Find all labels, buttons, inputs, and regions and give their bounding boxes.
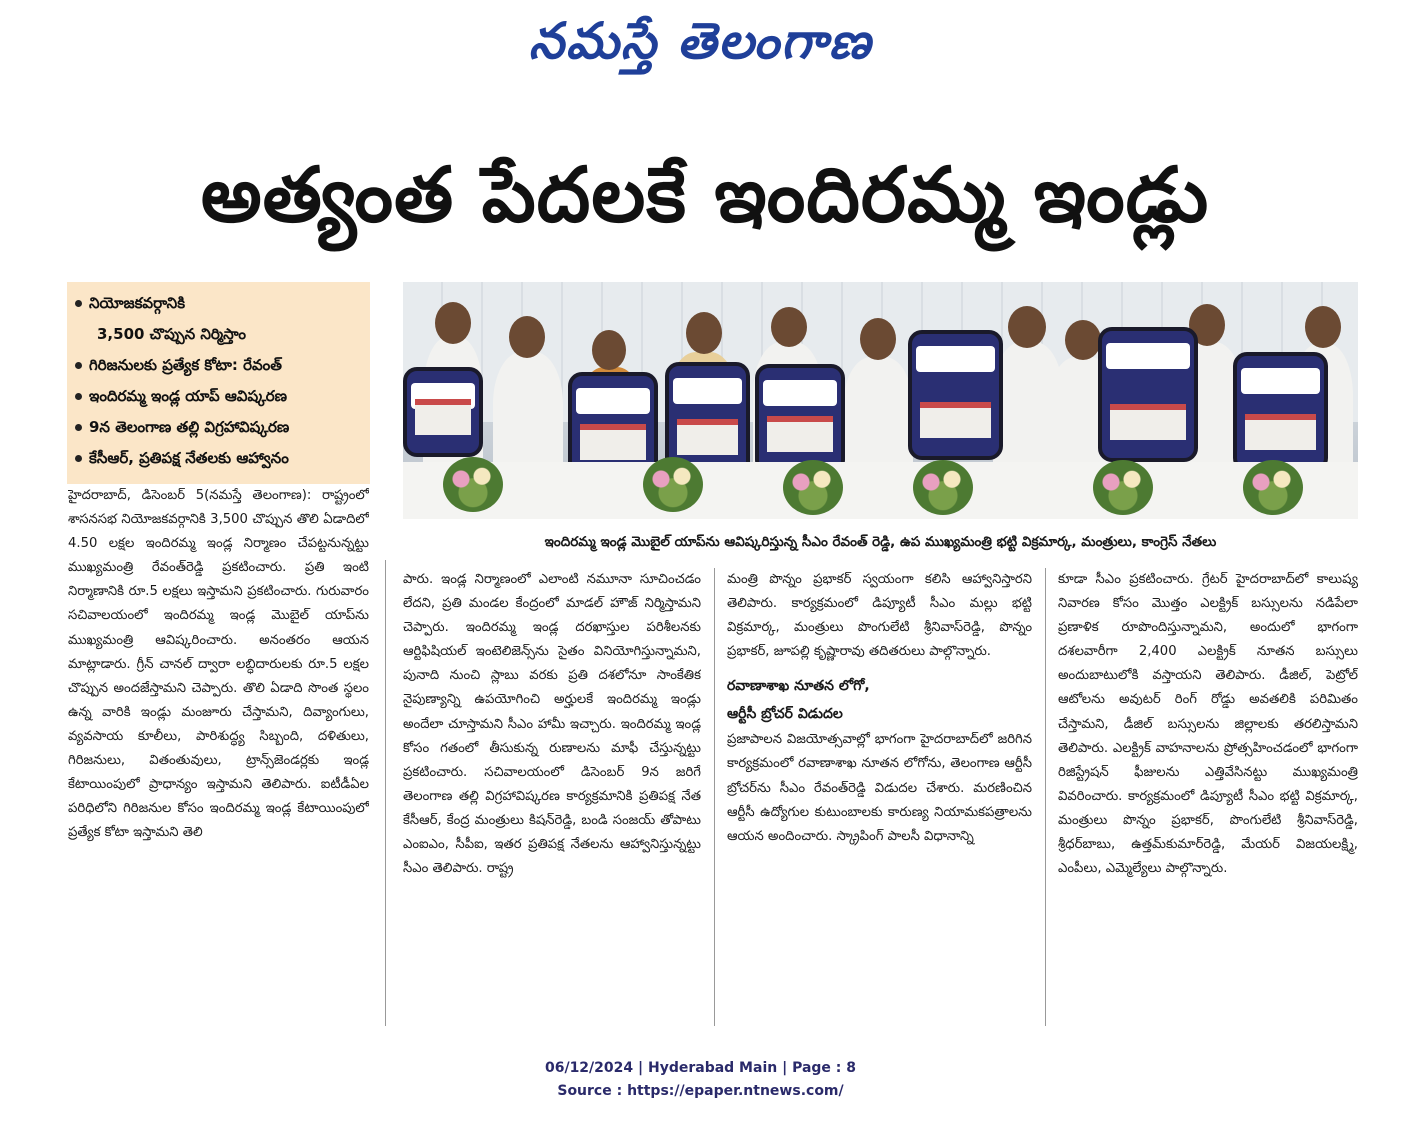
person-head <box>509 316 545 358</box>
app-phone-board <box>1233 352 1328 472</box>
edition-line: 06/12/2024 | Hyderabad Main | Page : 8 <box>544 1060 857 1076</box>
column-divider <box>385 560 386 1026</box>
app-phone-board <box>908 330 1003 460</box>
article-column-4 <box>1058 568 1358 1026</box>
headline: అత్యంత పేదలకే ఇందిరమ్మ ఇండ్లు <box>200 150 1210 239</box>
flower-bouquet <box>1243 460 1303 515</box>
app-phone-board <box>1098 327 1198 462</box>
highlight-item: నియోజకవర్గానికి <box>75 288 364 319</box>
flower-bouquet <box>643 457 703 512</box>
bullet-icon <box>75 424 82 431</box>
article-paragraph: పారు. ఇండ్ల నిర్మాణంలో ఎలాంటి నమూనా సూచించడం లేదని, ప్రతి మండల కేంద్రంలో మాడల్ హౌజ్ నిర్మిస్తామని చెప్పారు. ఇందిరమ్మ ఇండ్ల దరఖాస్తుల పరిశీలనకు ఆర్టిఫిషియల్ ఇంటెలిజెన్స్‌ను సైతం వినియోగిస్తున్నామని, పునాది నుంచి స్లాబు వరకు ప్రతి దశలోనూ సాంకేతిక నైపుణ్యాన్ని ఉపయోగించి అర్హులకే ఇందిరమ్మ ఇండ్లు అందేలా చూస్తామని సీఎం హామీ ఇచ్చారు. ఇందిరమ్మ ఇండ్ల కోసం గతంలో తీసుకున్న రుణాలను మాఫీ చేస్తున్నట్టు ప్రకటించారు. సచివాలయంలో డిసెంబర్ 9న జరిగే తెలంగాణ తల్లి విగ్రహావిష్కరణ కార్యక్రమానికి ప్రతిపక్ష నేత కేసీఆర్, కేంద్ర మంత్రులు కిషన్‌రెడ్డి, బండి సంజయ్ తోపాటు ఎంఐఎం, సీపీఐ, ఇతర ప్రతిపక్ష నేతలను ఆహ్వానిస్తున్నట్టు సీఎం తెలిపారు. రాష్ట్ర <box>403 572 701 877</box>
flower-bouquet <box>443 457 503 512</box>
article-paragraph: ప్రజాపాలన విజయోత్సవాల్లో భాగంగా హైదరాబాద్‌లో జరిగిన కార్యక్రమంలో రవాణాశాఖ నూతన లోగోను, తెలంగాణ ఆర్టీసీ బ్రోచర్‌ను సీఎం రేవంత్‌రెడ్డి విడుదల చేశారు. మరణించిన ఆర్టీసీ ఉద్యోగుల కుటుంబాలకు కారుణ్య నియామకపత్రాలను ఆయన అందించారు. స్క్రాపింగ్ పాలసీ విధానాన్ని <box>727 732 1032 844</box>
article-column-3 <box>727 568 1032 1026</box>
person-head <box>1065 320 1101 360</box>
bullet-icon <box>75 455 82 462</box>
source-link[interactable]: Source : https://epaper.ntnews.com/ <box>557 1083 844 1099</box>
sub-headline: రవాణాశాఖ నూతన లోగో, <box>727 678 870 695</box>
article-paragraph: మంత్రి పొన్నం ప్రభాకర్ స్వయంగా కలిసి ఆహ్వానిస్తారని తెలిపారు. కార్యక్రమంలో డిప్యూటీ సీఎం మల్లు భట్టి విక్రమార్క, మంత్రులు పొంగులేటి శ్రీనివాస్‌రెడ్డి, పొన్నం ప్రభాకర్, జూపల్లి కృష్ణారావు తదితరులు పాల్గొన్నారు. <box>727 572 1032 660</box>
person-head <box>435 302 471 344</box>
column-divider <box>1045 568 1046 1026</box>
flower-bouquet <box>783 460 843 515</box>
news-photo <box>403 282 1358 519</box>
masthead-logo: నమస్తే తెలంగాణ <box>528 12 873 70</box>
highlight-item: 3,500 చొప్పున నిర్మిస్తాం <box>97 325 247 343</box>
article-paragraph: కూడా సీఎం ప్రకటించారు. గ్రేటర్ హైదరాబాద్‌లో కాలుష్య నివారణ కోసం మొత్తం ఎలక్ట్రిక్ బస్సులను నడిపేలా ప్రణాళిక రూపొందిస్తున్నామని, అందులో భాగంగా దశలవారీగా 2,400 ఎలక్ట్రిక్ నూతన బస్సులు అందుబాటులోకి వస్తాయని తెలిపారు. డీజిల్, పెట్రోల్ ఆటోలను అవుటర్ రింగ్ రోడ్డు అవతలికి పరిమితం చేస్తామని, డీజిల్ బస్సులను జిల్లాలకు తరలిస్తామని తెలిపారు. ఎలక్ట్రిక్ వాహనాలను ప్రోత్సహించడంలో భాగంగా రిజిస్ట్రేషన్ ఫీజులను ఎత్తివేసినట్టు ముఖ్యమంత్రి వివరించారు. కార్యక్రమంలో డిప్యూటీ సీఎం భట్టి విక్రమార్క, మంత్రులు పొన్నం ప్రభాకర్, పొంగులేటి శ్రీనివాస్‌రెడ్డి, శ్రీధర్‌బాబు, ఉత్తమ్‌కుమార్‌రెడ్డి, మేయర్ విజయలక్ష్మి, ఎంపీలు, ఎమ్మెల్యేలు పాల్గొన్నారు. <box>1058 572 1358 877</box>
highlight-item: 9న తెలంగాణ తల్లి విగ్రహావిష్కరణ <box>75 412 364 443</box>
bullet-icon <box>75 393 82 400</box>
highlight-item: ఇందిరమ్మ ఇండ్ల యాప్ ఆవిష్కరణ <box>75 381 364 412</box>
person-head <box>1305 306 1341 348</box>
bullet-icon <box>75 362 82 369</box>
highlight-item: గిరిజనులకు ప్రత్యేక కోటా: రేవంత్ <box>75 350 364 381</box>
article-column-2 <box>403 568 701 1026</box>
person-head <box>592 330 626 370</box>
highlights-box <box>67 282 370 484</box>
photo-caption: ఇందిరమ్మ ఇండ్ల మొబైల్ యాప్‌ను ఆవిష్కరిస్తున్న సీఎం రేవంత్ రెడ్డి, ఉప ముఖ్యమంత్రి భట్టి విక్రమార్క, మంత్రులు, కాంగ్రెస్ నేతలు <box>544 534 1217 550</box>
bullet-icon <box>75 300 82 307</box>
article-column-1 <box>68 484 369 1026</box>
app-phone-board <box>755 364 845 474</box>
person-head <box>860 318 896 360</box>
app-phone-board <box>403 367 483 457</box>
article-paragraph: హైదరాబాద్, డిసెంబర్ 5(నమస్తే తెలంగాణ): రాష్ట్రంలో శాసనసభ నియోజకవర్గానికి 3,500 చొప్పున తొలి ఏడాదిలో 4.50 లక్షల ఇందిరమ్మ ఇండ్ల నిర్మాణం చేపట్టనున్నట్టు ముఖ్యమంత్రి రేవంత్‌రెడ్డి ప్రకటించారు. ప్రతి ఇంటి నిర్మాణానికి రూ.5 లక్షలు ఇస్తామని ప్రకటించారు. గురువారం సచివాలయంలో ఇందిరమ్మ ఇండ్ల మొబైల్ యాప్‌ను ముఖ్యమంత్రి ఆవిష్కరించారు. అనంతరం ఆయన మాట్లాడారు. గ్రీన్ చానల్ ద్వారా లబ్ధిదారులకు రూ.5 లక్షల చొప్పున అందజేస్తామని చెప్పారు. తొలి ఏడాది సొంత స్థలం ఉన్న వారికి ఇండ్లు మంజూరు చేస్తామని, దివ్యాంగులు, వ్యవసాయ కూలీలు, పారిశుద్ధ్య సిబ్బంది, దళితులు, గిరిజనులు, వితంతువులు, ట్రాన్స్‌జెండర్లకు ఇండ్ల కేటాయింపులో ప్రాధాన్యం ఇస్తామని తెలిపారు. ఐటీడీఏల పరిధిలోని గిరిజనుల కోసం ఇందిరమ్మ ఇండ్ల కేటాయింపులో ప్రత్యేక కోటా ఇస్తామని తెలి <box>68 488 369 841</box>
column-divider <box>714 568 715 1026</box>
photo-table <box>403 462 1358 519</box>
flower-bouquet <box>1093 460 1153 515</box>
flower-bouquet <box>913 460 973 515</box>
sub-headline: ఆర్టీసీ బ్రోచర్ విడుదల <box>727 706 843 723</box>
person-head <box>686 312 722 354</box>
person-head <box>1008 306 1046 348</box>
highlight-item: కేసీఆర్, ప్రతిపక్ష నేతలకు ఆహ్వానం <box>75 443 364 474</box>
person-head <box>771 307 807 347</box>
